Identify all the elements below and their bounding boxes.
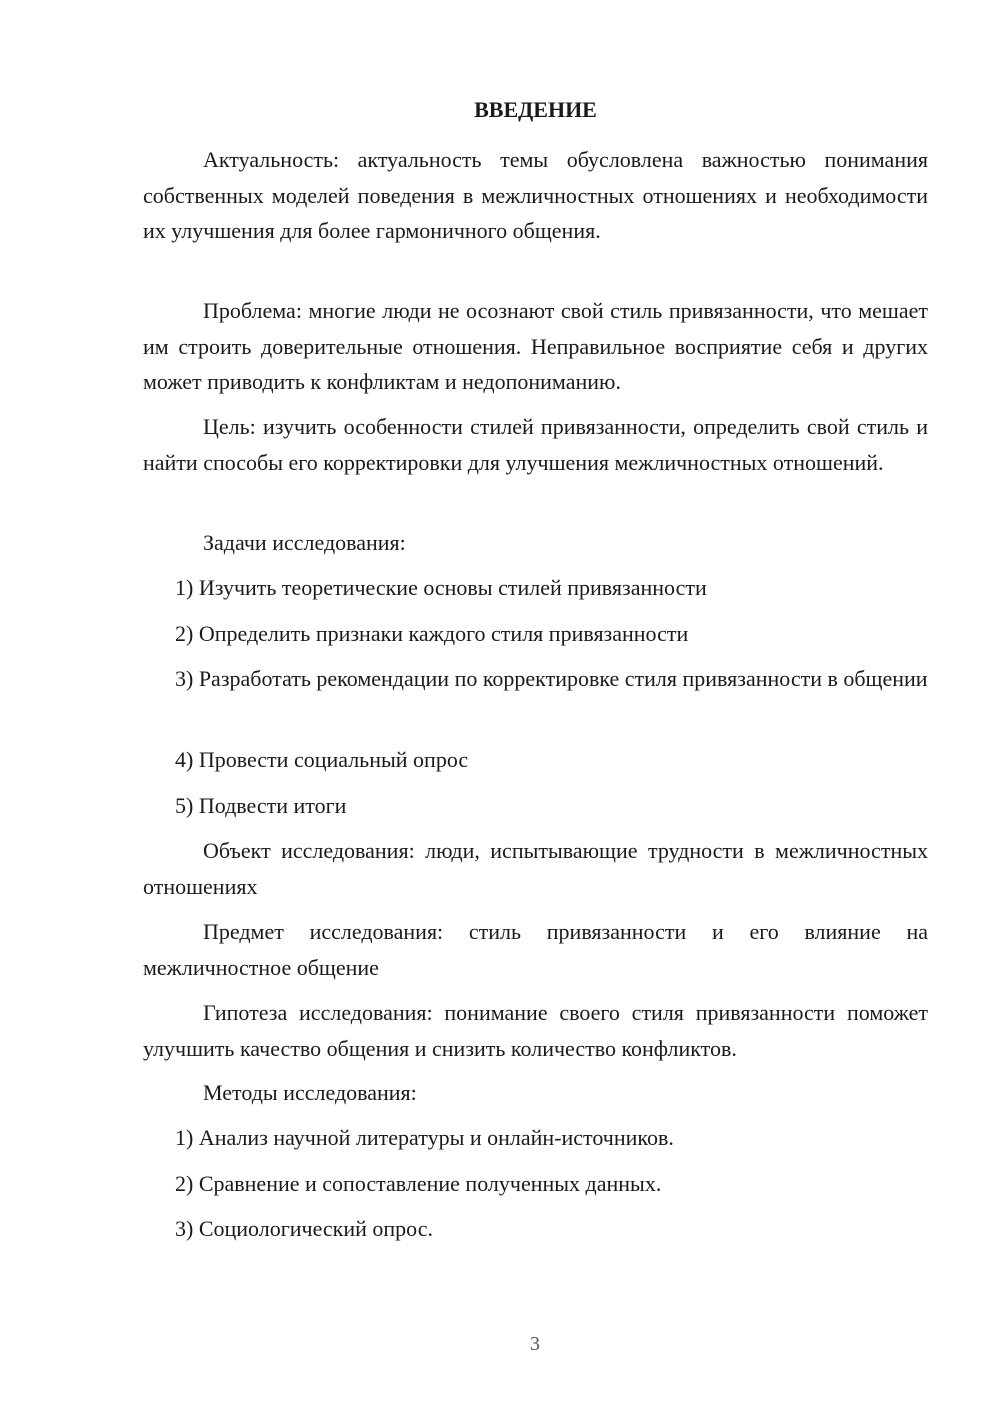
relevance-paragraph: Актуальность: актуальность темы обусловлена важностью понимания собственных моделей поведения в межличностных отношениях и необходимости их улучшения для более гармоничного общения. bbox=[143, 147, 928, 243]
methods-title: Методы исследования: bbox=[203, 1080, 417, 1105]
tasks-title: Задачи исследования: bbox=[203, 530, 406, 555]
task-item-1: 1) Изучить теоретические основы стилей привязанности bbox=[175, 575, 707, 600]
object-paragraph: Объект исследования: люди, испытывающие трудности в межличностных отношениях bbox=[143, 838, 928, 899]
task-item-3: 3) Разработать рекомендации по корректировке стиля привязанности в общении bbox=[175, 666, 928, 691]
hypothesis-paragraph: Гипотеза исследования: понимание своего стиля привязанности поможет улучшить качество общения и снизить количество конфликтов. bbox=[143, 1000, 928, 1061]
task-item-2: 2) Определить признаки каждого стиля привязанности bbox=[175, 621, 689, 646]
method-item-2: 2) Сравнение и сопоставление полученных данных. bbox=[175, 1171, 662, 1196]
method-item-3: 3) Социологический опрос. bbox=[175, 1216, 433, 1241]
task-item-5: 5) Подвести итоги bbox=[175, 793, 347, 818]
section-heading: ВВЕДЕНИЕ bbox=[474, 97, 597, 122]
subject-paragraph: Предмет исследования: стиль привязанности и его влияние на межличностное общение bbox=[143, 919, 928, 980]
goal-paragraph: Цель: изучить особенности стилей привязанности, определить свой стиль и найти способы его корректировки для улучшения межличностных отношений. bbox=[143, 414, 928, 475]
page-number: 3 bbox=[530, 1333, 540, 1355]
task-item-4: 4) Провести социальный опрос bbox=[175, 747, 469, 772]
method-item-1: 1) Анализ научной литературы и онлайн-источников. bbox=[175, 1125, 674, 1150]
problem-paragraph: Проблема: многие люди не осознают свой стиль привязанности, что мешает им строить доверительные отношения. Неправильное восприятие себя и других может приводить к конфликтам и недопониманию. bbox=[143, 298, 928, 394]
